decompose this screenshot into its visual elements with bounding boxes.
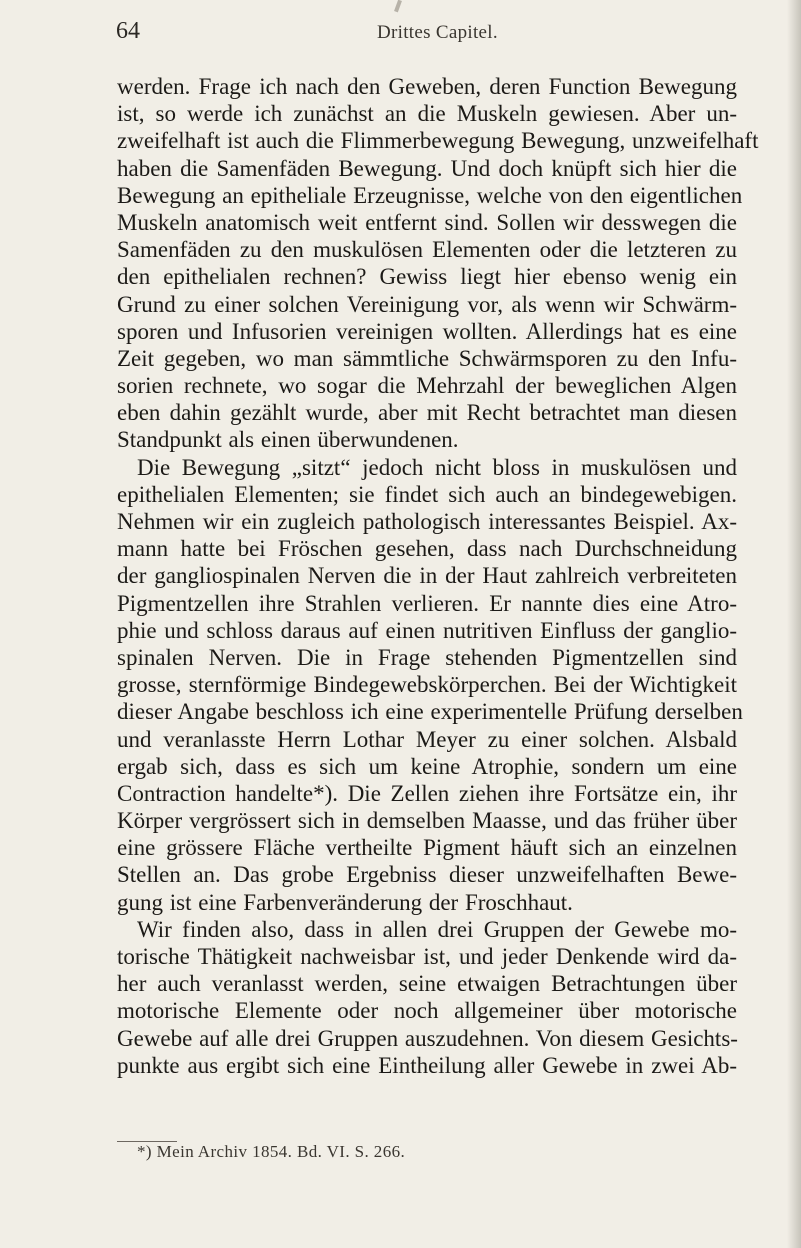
text-line: Contraction handelte*). Die Zellen ziehen ihre Fortsätze ein, ihr — [117, 780, 737, 806]
running-head: Drittes Capitel. — [377, 22, 498, 43]
page-header — [116, 18, 716, 54]
text-line: grosse, sternförmige Bindegewebskörperchen. Bei der Wichtigkeit — [117, 672, 737, 698]
text-line: Zeit gegeben, wo man sämmtliche Schwärmsporen zu den Infu- — [117, 345, 737, 371]
text-line: den epithelialen rechnen? Gewiss liegt hier ebenso wenig ein — [117, 264, 737, 290]
text-line: und veranlasste Herrn Lothar Meyer zu einer solchen. Alsbald — [117, 726, 737, 752]
scan-mark — [394, 0, 402, 12]
text-line: Stellen an. Das grobe Ergebniss dieser unzweifelhaften Bewe- — [117, 862, 737, 888]
text-line: mann hatte bei Fröschen gesehen, dass nach Durchschneidung — [117, 536, 737, 562]
text-line: Nehmen wir ein zugleich pathologisch interessantes Beispiel. Ax- — [117, 509, 737, 534]
text-line: haben die Samenfäden Bewegung. Und doch knüpft sich hier die — [117, 155, 737, 181]
text-line: phie und schloss daraus auf einen nutritiven Einfluss der ganglio- — [117, 617, 737, 643]
text-line: Bewegung an epitheliale Erzeugnisse, welche von den eigentlichen — [117, 182, 743, 208]
text-line: motorische Elemente oder noch allgemeiner über motorische — [117, 998, 737, 1024]
text-line: epithelialen Elementen; sie findet sich auch an bindegewebigen. — [117, 481, 737, 507]
text-line: gung ist eine Farbenveränderung der Froschhaut. — [117, 889, 573, 915]
text-line: her auch veranlasst werden, seine etwaigen Betrachtungen über — [117, 971, 737, 997]
text-line: der gangliospinalen Nerven die in der Haut zahlreich verbreiteten — [117, 563, 737, 589]
text-line: dieser Angabe beschloss ich eine experimentelle Prüfung derselben — [117, 699, 743, 725]
text-line: Pigmentzellen ihre Strahlen verlieren. Er nannte dies eine Atro- — [117, 590, 737, 616]
text-line: Körper vergrössert sich in demselben Maasse, und das früher über — [117, 808, 737, 834]
page-edge-shadow — [787, 0, 801, 1248]
text-line-indent: Die Bewegung „sitzt“ jedoch nicht bloss in muskulösen und — [137, 454, 737, 480]
text-line: werden. Frage ich nach den Geweben, deren Function Bewegung — [117, 74, 737, 99]
text-line: sorien rechnete, wo sogar die Mehrzahl der beweglichen Algen — [117, 373, 737, 399]
text-line: sporen und Infusorien vereinigen wollten. Allerdings hat es eine — [117, 318, 737, 344]
text-line: Grund zu einer solchen Vereinigung vor, als wenn wir Schwärm- — [117, 291, 737, 317]
text-line: punkte aus ergibt sich eine Eintheilung aller Gewebe in zwei Ab- — [117, 1052, 737, 1078]
text-line: Muskeln anatomisch weit entfernt sind. Sollen wir desswegen die — [117, 209, 737, 235]
text-line: ergab sich, dass es sich um keine Atrophie, sondern um eine — [117, 753, 737, 779]
text-line: ist, so werde ich zunächst an die Muskeln gewiesen. Aber un- — [117, 101, 737, 127]
text-line: spinalen Nerven. Die in Frage stehenden Pigmentzellen sind — [117, 644, 737, 670]
footnote: *) Mein Archiv 1854. Bd. VI. S. 266. — [137, 1142, 406, 1161]
text-line: zweifelhaft ist auch die Flimmerbewegung Bewegung, unzweifelhaft — [117, 128, 759, 154]
text-line: Samenfäden zu den muskulösen Elementen oder die letzteren zu — [117, 237, 737, 263]
text-line: Standpunkt als einen überwundenen. — [117, 427, 459, 453]
text-line: torische Thätigkeit nachweisbar ist, und jeder Denkende wird da- — [117, 944, 737, 969]
text-line: Gewebe auf alle drei Gruppen auszudehnen. Von diesem Gesichts- — [117, 1025, 738, 1051]
body-text — [117, 73, 759, 1079]
text-line-indent: Wir finden also, dass in allen drei Gruppen der Gewebe mo- — [137, 916, 737, 942]
text-line: eine grössere Fläche vertheilte Pigment häuft sich an einzelnen — [117, 835, 737, 861]
page-number: 64 — [116, 18, 140, 44]
text-line: eben dahin gezählt wurde, aber mit Recht betrachtet man diesen — [117, 400, 737, 426]
